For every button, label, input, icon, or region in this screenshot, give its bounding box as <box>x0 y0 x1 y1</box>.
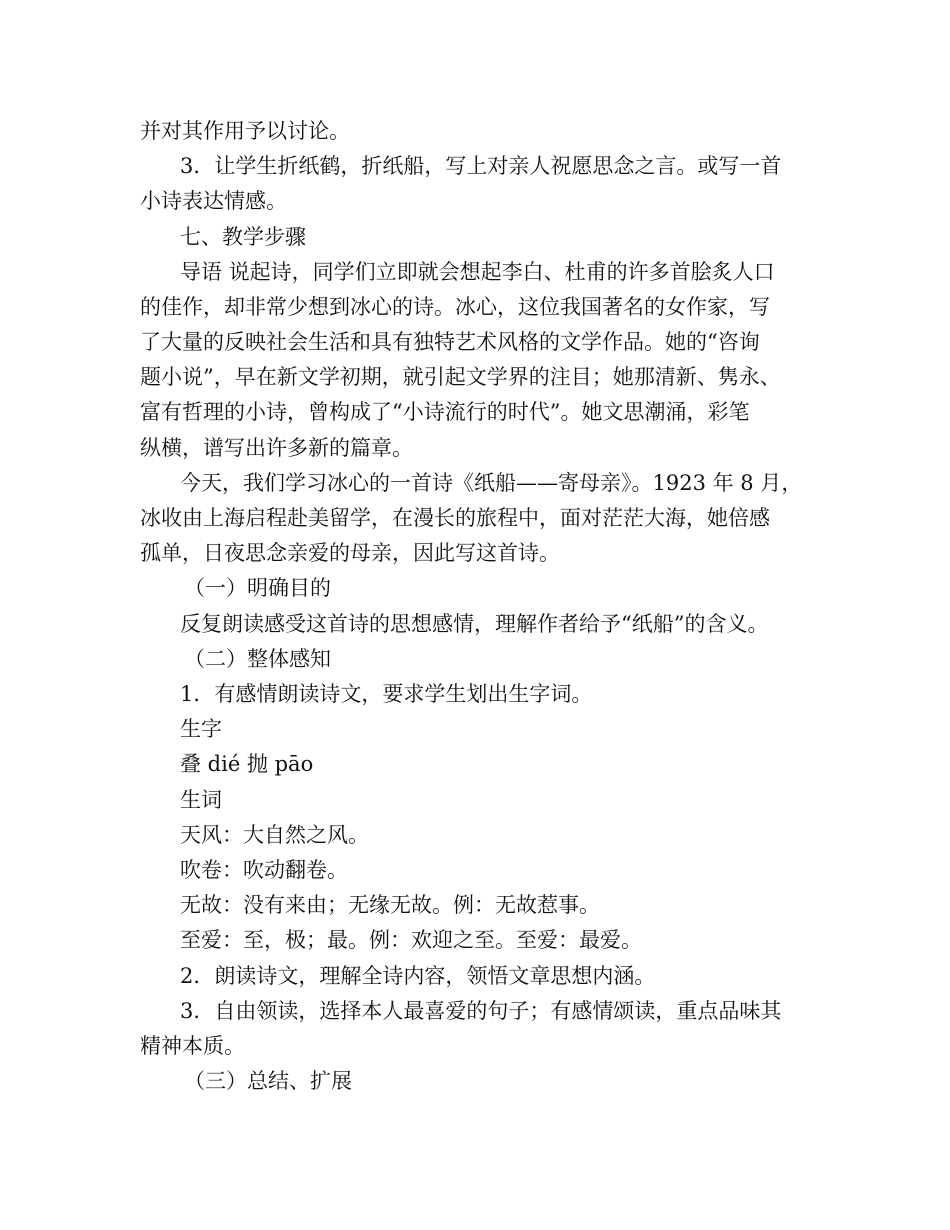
subsection-heading: （一）明确目的 <box>184 576 331 600</box>
paragraph-line: 生词 <box>180 788 222 812</box>
paragraph-line: 小诗表达情感。 <box>140 189 287 213</box>
paragraph-line: 并对其作用予以讨论。 <box>140 119 350 143</box>
paragraph-line: 至爱：至，极；最。例：欢迎之至。至爱：最爱。 <box>180 928 642 952</box>
paragraph-line: 富有哲理的小诗，曾构成了“小诗流行的时代”。她文思潮涌，彩笔 <box>140 400 750 424</box>
paragraph-line: 天风：大自然之风。 <box>180 823 369 847</box>
paragraph-line: 2．朗读诗文，理解全诗内容，领悟文章思想内涵。 <box>180 964 656 988</box>
paragraph-line: 精神本质。 <box>140 1034 245 1058</box>
paragraph-line: 了大量的反映社会生活和具有独特艺术风格的文学作品。她的“咨询 <box>140 330 760 354</box>
paragraph-line: 3．让学生折纸鹤，折纸船，写上对亲人祝愿思念之言。或写一首 <box>180 154 782 178</box>
paragraph-line: 孤单，日夜思念亲爱的母亲，因此写这首诗。 <box>140 541 560 565</box>
paragraph-line: 1．有感情朗读诗文，要求学生划出生字词。 <box>180 682 593 706</box>
paragraph-line: 3．自由领读，选择本人最喜爱的句子；有感情颂读，重点品味其 <box>180 999 782 1023</box>
paragraph-line: 生字 <box>180 717 222 741</box>
paragraph-line: 的佳作，却非常少想到冰心的诗。冰心，这位我国著名的女作家，写 <box>140 295 770 319</box>
subsection-heading: （二）整体感知 <box>184 647 331 671</box>
subsection-heading: （三）总结、扩展 <box>184 1069 352 1093</box>
paragraph-line: 叠 dié 抛 pāo <box>180 752 314 776</box>
paragraph-line: 无故：没有来由；无缘无故。例：无故惹事。 <box>180 893 600 917</box>
paragraph-line: 冰收由上海启程赴美留学，在漫长的旅程中，面对茫茫大海，她倍感 <box>140 506 770 530</box>
paragraph-line: 题小说”，早在新文学初期，就引起文学界的注目；她那清新、隽永、 <box>140 365 781 389</box>
paragraph-line: 导语 说起诗，同学们立即就会想起李白、杜甫的许多首脍炙人口 <box>180 260 775 284</box>
paragraph-line: 反复朗读感受这首诗的思想感情，理解作者给予“纸船”的含义。 <box>180 612 769 636</box>
paragraph-line: 今天，我们学习冰心的一首诗《纸船——寄母亲》。1923 年 8 月， <box>180 471 803 495</box>
paragraph-line: 吹卷：吹动翻卷。 <box>180 858 348 882</box>
paragraph-line: 纵横，谱写出许多新的篇章。 <box>140 436 413 460</box>
section-heading: 七、教学步骤 <box>180 225 306 249</box>
